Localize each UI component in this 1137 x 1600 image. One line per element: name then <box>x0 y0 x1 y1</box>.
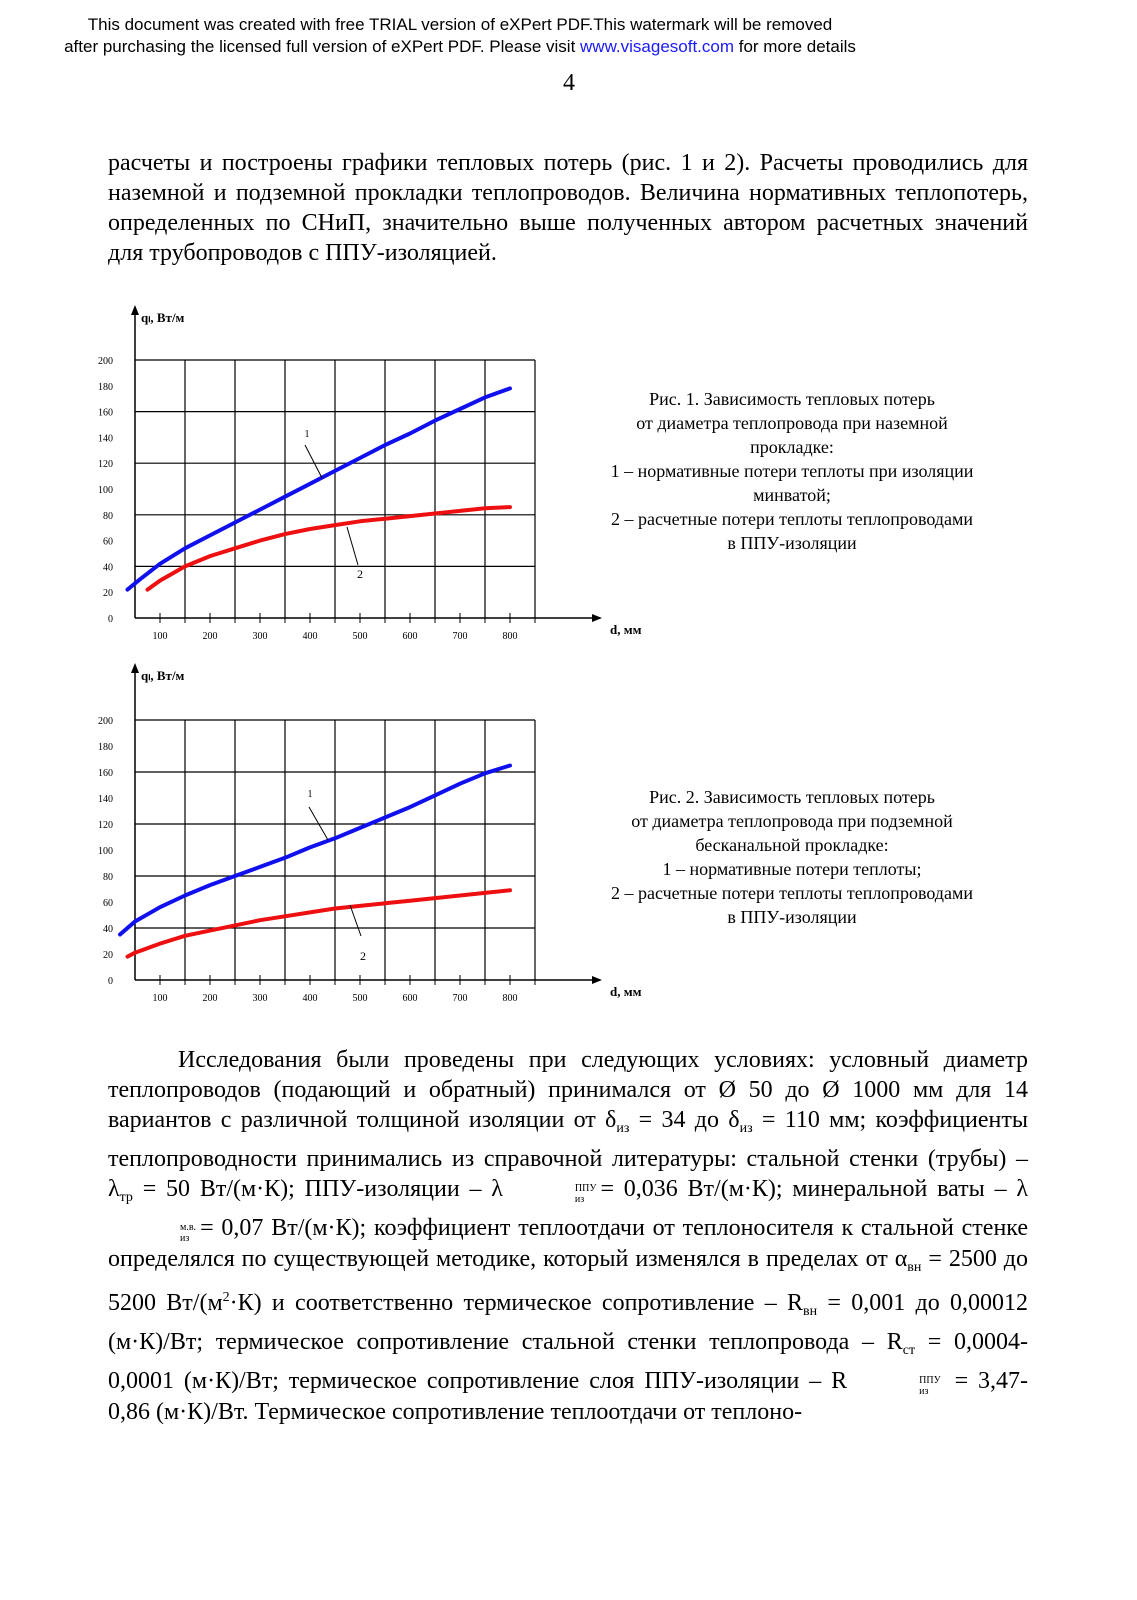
text-run: = 0,036 Вт/(м·К); минеральной ваты – λ <box>600 1176 1028 1202</box>
subscript: из <box>616 1121 630 1136</box>
x-tick-label: 800 <box>502 993 518 1004</box>
y-axis-arrow <box>131 305 139 315</box>
curve-label-leader <box>305 445 322 478</box>
y-tick-label: 0 <box>108 614 113 625</box>
curve-label-leader <box>347 527 358 565</box>
caption-line: бесканальной прокладке: <box>695 835 889 855</box>
y-axis-label: qₗ, Вт/м <box>141 310 185 325</box>
caption-line: 1 – нормативные потери теплоты; <box>662 859 922 879</box>
y-tick-label: 180 <box>98 742 113 753</box>
watermark-line-1: This document was created with free TRIAL version of eXPert PDF.This watermark will be removed <box>87 15 833 34</box>
y-axis-arrow <box>131 663 139 673</box>
x-axis-label: d, мм <box>610 622 642 637</box>
caption-line: 1 – нормативные потери теплоты при изоляции <box>610 461 974 481</box>
x-tick-label: 600 <box>402 993 418 1004</box>
text-run: = 110 мм; коэффициенты теплопроводности принимались из справочной литературы: стальной стенки (трубы) – λ <box>108 1107 1028 1202</box>
figure-2-caption <box>567 785 1017 929</box>
x-axis-label: d, мм <box>610 984 642 999</box>
watermark-line-2 <box>0 36 920 58</box>
caption-line: Рис. 1. Зависимость тепловых потерь <box>649 389 935 409</box>
superscript: ППУ <box>574 1183 597 1194</box>
y-tick-label: 200 <box>98 356 113 367</box>
x-tick-label: 400 <box>302 631 318 642</box>
text-run: = 0,001 до 0,00012 (м·К)/Вт; термическое сопротивление стальной стенки теплопровода – R <box>108 1290 1029 1355</box>
intro-paragraph <box>108 148 1028 268</box>
y-tick-label: 40 <box>103 562 113 574</box>
x-tick-label: 400 <box>302 993 318 1004</box>
y-tick-label: 180 <box>98 381 113 393</box>
text-run: ·К) и соответственно термическое сопротивление – R <box>229 1290 803 1316</box>
caption-line: 2 – расчетные потери теплоты теплопроводами <box>611 883 973 903</box>
series-1-line <box>120 766 510 935</box>
caption-line: Рис. 2. Зависимость тепловых потерь <box>649 787 935 807</box>
superscript: ППУ <box>919 1375 941 1386</box>
curve-label-2: 2 <box>360 949 366 963</box>
curve-label-2: 2 <box>357 567 363 581</box>
x-tick-label: 100 <box>152 993 168 1004</box>
watermark-text: after purchasing the licensed full version of eXPert PDF. Please visit <box>64 37 581 56</box>
page-number: 4 <box>563 70 575 96</box>
subscript: из <box>574 1194 585 1205</box>
superscript: 2 <box>222 1290 230 1305</box>
sub-super-stack <box>110 1222 196 1244</box>
superscript: м.в. <box>180 1222 197 1233</box>
x-tick-label: 200 <box>202 631 218 642</box>
y-tick-label: 80 <box>103 872 113 883</box>
y-tick-label: 160 <box>98 768 113 779</box>
figure-1-chart <box>90 295 650 665</box>
text-run: = 34 до δ <box>629 1107 740 1133</box>
figure-1-svg <box>90 295 650 665</box>
x-tick-label: 200 <box>202 993 218 1004</box>
y-tick-label: 120 <box>98 820 113 831</box>
subscript: вн <box>907 1260 922 1275</box>
sub-super-stack <box>849 1375 941 1397</box>
y-tick-label: 140 <box>98 433 113 445</box>
text-run: = 0,07 Вт/(м·К); коэффициент теплоотдачи от теплоносителя к стальной стенке определялся по существующей методике, который изменялся в пределах от α <box>108 1215 1028 1272</box>
text-run: = 0,0004-0,0001 (м·К)/Вт; термическое сопротивление слоя ППУ-изоляции – R <box>108 1329 1028 1394</box>
subscript: ст <box>902 1343 916 1358</box>
subscript: из <box>919 1386 929 1397</box>
intro-text: расчеты и построены графики тепловых потерь (рис. 1 и 2). Расчеты проводились для наземной и подземной прокладки теплопроводов. Величина нормативных теплопотерь, определенных по СНиП, значительно выше полученных автором расчетных значений для трубопроводов с ППУ-изоляцией. <box>108 150 1028 266</box>
watermark-link[interactable]: www.visagesoft.com <box>580 37 735 56</box>
x-tick-label: 500 <box>352 993 368 1004</box>
y-tick-label: 160 <box>98 407 113 419</box>
caption-line: 2 – расчетные потери теплоты теплопроводами <box>611 509 973 529</box>
caption-line: минватой; <box>753 485 831 505</box>
y-tick-label: 0 <box>108 976 113 987</box>
x-tick-label: 300 <box>252 631 268 642</box>
body-text <box>108 1045 1028 1427</box>
y-tick-label: 100 <box>98 846 113 857</box>
trial-watermark <box>0 14 920 58</box>
caption-line: прокладке: <box>750 437 834 457</box>
text-run: = 3,47-0,86 (м·К)/Вт. Термическое сопротивление теплоотдачи от теплоно- <box>108 1368 1029 1425</box>
x-axis-arrow <box>592 976 602 984</box>
caption-line: от диаметра теплопровода при подземной <box>631 811 953 831</box>
x-tick-label: 700 <box>452 631 468 642</box>
body-paragraph <box>108 1045 1028 1427</box>
y-tick-label: 100 <box>98 485 113 496</box>
chart-grid <box>135 360 535 618</box>
x-tick-label: 600 <box>402 631 418 642</box>
y-tick-label: 20 <box>103 588 113 600</box>
y-tick-label: 200 <box>98 716 113 727</box>
watermark-text-end: for more details <box>734 37 856 56</box>
subscript: вн <box>803 1304 818 1319</box>
caption-line: в ППУ-изоляции <box>727 907 857 927</box>
x-tick-label: 300 <box>252 993 268 1004</box>
y-tick-label: 80 <box>103 510 113 522</box>
x-tick-label: 800 <box>502 631 518 642</box>
curve-label-leader <box>350 905 361 936</box>
curve-label-1: 1 <box>304 429 310 440</box>
caption-line: от диаметра теплопровода при наземной <box>636 413 948 433</box>
text-run: Исследования были проведены при следующих условиях: условный диаметр теплопроводов (подающий и обратный) принимался от Ø 50 до Ø 1000 мм для 14 вариантов с различной толщиной изоляции от δ <box>108 1047 1028 1133</box>
y-axis-label: qₗ, Вт/м <box>141 668 185 683</box>
subscript: из <box>180 1233 190 1244</box>
caption-line: в ППУ-изоляции <box>727 533 857 553</box>
x-axis-arrow <box>592 614 602 622</box>
figure-2-chart <box>90 655 650 1025</box>
y-tick-label: 60 <box>103 536 113 548</box>
chart-grid <box>135 720 535 980</box>
curve-label-1: 1 <box>307 789 313 800</box>
y-tick-label: 60 <box>103 898 113 909</box>
figure-1-caption <box>567 387 1017 555</box>
y-tick-label: 20 <box>103 950 113 961</box>
subscript: тр <box>119 1190 133 1205</box>
subscript: из <box>739 1121 753 1136</box>
text-run: = 50 Вт/(м·К); ППУ-изоляции – λ <box>132 1176 503 1202</box>
x-tick-label: 100 <box>152 631 168 642</box>
figure-2-svg <box>90 655 650 1025</box>
series-2-line <box>148 507 511 589</box>
x-tick-label: 500 <box>352 631 368 642</box>
y-tick-label: 120 <box>98 459 113 471</box>
y-tick-label: 40 <box>103 924 113 935</box>
x-tick-label: 700 <box>452 993 468 1004</box>
sub-super-stack <box>505 1183 597 1205</box>
text-run: = 2500 до 5200 Вт/(м <box>108 1246 1028 1316</box>
y-tick-label: 140 <box>98 794 113 805</box>
